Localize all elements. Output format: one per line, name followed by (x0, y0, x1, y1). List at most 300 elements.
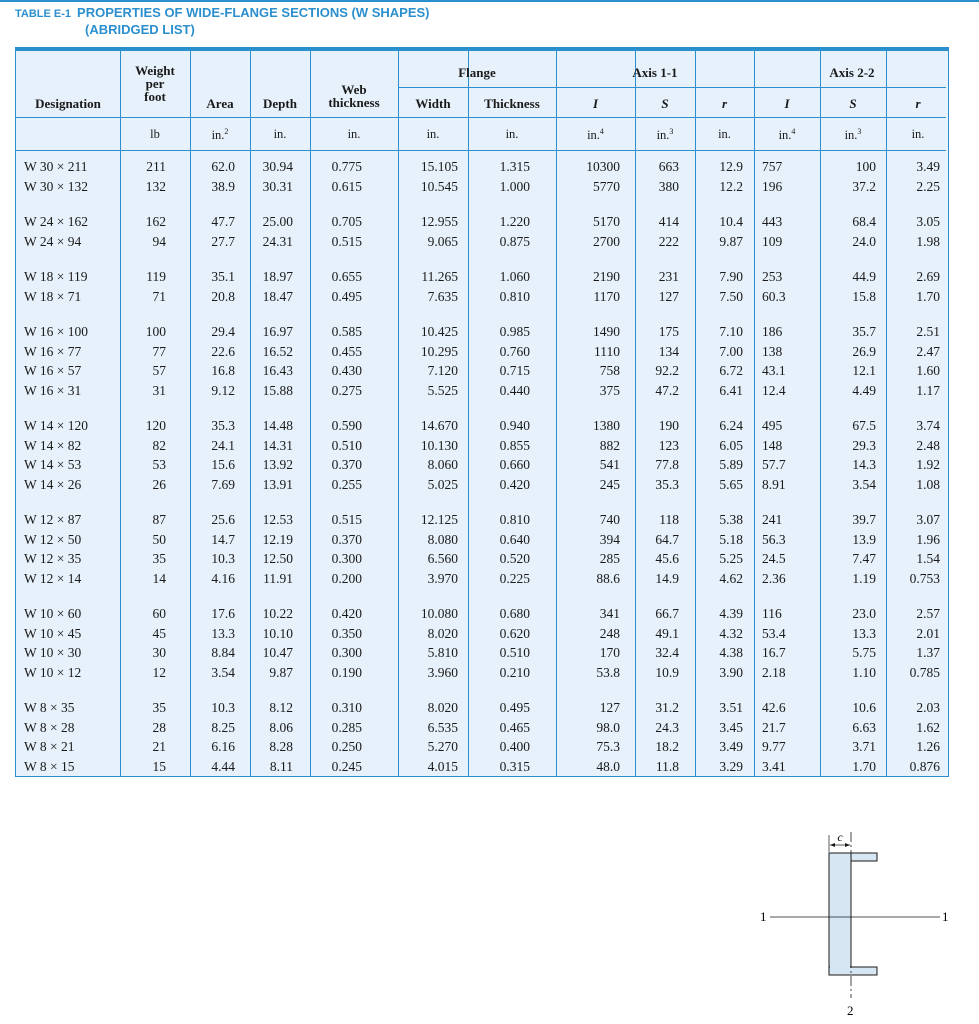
cell-axis2-I: 148 (762, 437, 783, 453)
cell-axis1-S: 118 (659, 512, 679, 527)
cell-weight: 21 (152, 739, 166, 754)
cell-depth: 10.22 (262, 606, 293, 621)
unit-I1-exp: 4 (599, 127, 604, 136)
cell-area: 6.16 (211, 739, 235, 754)
cell-flange-width: 8.060 (427, 457, 458, 472)
cell-designation: W 12 × 14 (24, 570, 82, 586)
cell-weight: 53 (152, 457, 166, 472)
cell-axis2-r: 2.57 (916, 606, 940, 621)
table-caption (15, 5, 430, 38)
cell-area: 10.3 (211, 700, 235, 715)
cell-web-thickness: 0.615 (331, 178, 362, 194)
cell-axis1-I: 5170 (593, 214, 620, 229)
cell-web-thickness: 0.775 (331, 159, 362, 174)
table-row (16, 436, 948, 456)
cell-flange-width: 14.670 (420, 418, 458, 433)
cell-flange-thickness: 0.940 (499, 418, 530, 433)
cell-axis2-S: 26.9 (852, 343, 876, 359)
table-row (16, 177, 948, 197)
cell-axis2-I: 56.3 (762, 531, 786, 547)
cell-designation: W 30 × 211 (24, 159, 88, 174)
cell-weight: 35 (152, 551, 166, 566)
cell-axis2-S: 7.47 (852, 551, 876, 566)
cell-axis1-S: 231 (658, 269, 679, 284)
cell-web-thickness: 0.275 (331, 382, 362, 398)
cell-flange-width: 5.810 (427, 645, 458, 660)
table-row (16, 232, 948, 252)
cell-axis2-r: 3.74 (916, 418, 940, 433)
unit-S2-exp: 3 (857, 127, 862, 136)
cell-area: 24.1 (211, 437, 235, 453)
cell-flange-thickness: 0.680 (499, 606, 530, 621)
cell-weight: 87 (152, 512, 166, 527)
cell-weight: 31 (152, 382, 166, 398)
header-flange: Flange (458, 65, 496, 80)
cell-axis1-r: 5.65 (719, 476, 743, 492)
cell-axis2-I: 24.5 (762, 551, 786, 566)
cell-axis2-I: 443 (762, 214, 783, 229)
cell-depth: 18.47 (262, 288, 293, 304)
cell-designation: W 16 × 77 (24, 343, 82, 359)
cell-axis2-I: 3.41 (762, 758, 786, 774)
cell-axis2-S: 100 (855, 159, 876, 174)
table-title-line2: (ABRIDGED LIST) (85, 22, 195, 37)
cell-flange-width: 10.295 (420, 343, 458, 359)
cell-axis1-I: 285 (599, 551, 620, 566)
cell-web-thickness: 0.515 (331, 512, 362, 527)
cell-depth: 12.50 (262, 551, 293, 566)
cell-axis2-r: 2.69 (916, 269, 940, 284)
cell-axis2-I: 186 (762, 324, 783, 339)
cell-axis1-I: 170 (599, 645, 620, 660)
cell-axis1-r: 3.51 (719, 700, 743, 715)
cell-designation: W 12 × 50 (24, 531, 82, 547)
cell-area: 4.16 (211, 570, 235, 586)
cell-flange-thickness: 0.620 (499, 625, 530, 641)
table-row (16, 530, 948, 550)
cell-weight: 132 (145, 178, 166, 194)
cell-weight: 119 (146, 269, 166, 284)
cell-axis1-r: 7.50 (719, 288, 743, 304)
cell-axis1-I: 127 (599, 700, 620, 715)
cell-flange-width: 7.120 (427, 363, 458, 378)
cell-depth: 16.52 (262, 343, 293, 359)
cell-web-thickness: 0.245 (331, 758, 362, 774)
cell-axis1-S: 31.2 (655, 700, 679, 715)
cell-axis2-I: 116 (762, 606, 782, 621)
cell-flange-thickness: 0.495 (499, 700, 530, 715)
header-depth: Depth (263, 96, 297, 111)
cell-designation: W 16 × 100 (24, 324, 88, 339)
cell-area: 7.69 (211, 476, 235, 492)
cell-area: 62.0 (211, 159, 235, 174)
cell-flange-thickness: 1.315 (499, 159, 530, 174)
table-row (16, 212, 948, 232)
cell-axis2-I: 9.77 (762, 739, 786, 754)
cell-axis1-S: 35.3 (655, 476, 679, 492)
cell-flange-thickness: 0.810 (499, 512, 530, 527)
table-row (16, 267, 948, 287)
cell-area: 25.6 (211, 512, 235, 527)
cell-axis1-S: 45.6 (655, 551, 679, 566)
header-axis2-S: S (849, 96, 857, 111)
cell-axis2-S: 5.75 (852, 645, 876, 660)
cell-axis1-S: 47.2 (655, 382, 679, 398)
cell-axis2-r: 1.54 (916, 551, 940, 566)
table-row (16, 455, 948, 475)
cell-designation: W 14 × 53 (24, 457, 82, 472)
cell-designation: W 14 × 120 (24, 418, 88, 433)
cell-depth: 14.48 (262, 418, 293, 433)
cell-area: 35.1 (211, 269, 235, 284)
cell-axis2-I: 43.1 (762, 363, 786, 378)
cell-axis2-S: 3.54 (852, 476, 876, 492)
cell-depth: 14.31 (262, 437, 293, 453)
cell-axis2-S: 35.7 (852, 324, 876, 339)
cell-axis1-I: 10300 (586, 159, 620, 174)
cell-flange-thickness: 0.855 (499, 437, 530, 453)
header-axis2-r: r (915, 96, 921, 111)
cell-axis1-r: 7.90 (719, 269, 743, 284)
header-area: Area (206, 96, 234, 111)
cell-axis2-I: 8.91 (762, 476, 786, 492)
cell-axis1-r: 12.2 (719, 178, 743, 194)
cell-web-thickness: 0.300 (331, 551, 362, 566)
header-weight-line1: Weight (135, 63, 175, 78)
cell-axis2-S: 24.0 (852, 233, 876, 249)
cell-depth: 16.97 (262, 324, 293, 339)
cell-area: 9.12 (211, 382, 235, 398)
cell-area: 8.84 (211, 645, 235, 660)
cell-flange-thickness: 0.510 (499, 645, 530, 660)
cell-axis1-I: 341 (599, 606, 620, 621)
cell-axis1-S: 380 (658, 178, 679, 194)
cell-designation: W 12 × 87 (24, 512, 82, 527)
cell-flange-width: 10.425 (420, 324, 458, 339)
header-web-line1: Web (341, 82, 367, 97)
cell-flange-thickness: 0.875 (499, 233, 530, 249)
header-weight (120, 64, 190, 103)
cell-axis2-r: 2.48 (916, 437, 940, 453)
cell-weight: 71 (152, 288, 166, 304)
cell-axis1-S: 92.2 (655, 363, 679, 378)
unit-S1 (635, 127, 695, 143)
cell-area: 16.8 (211, 363, 235, 378)
cell-axis1-I: 5770 (593, 178, 620, 194)
unit-web: in. (347, 127, 361, 141)
cell-axis1-I: 53.8 (596, 664, 620, 680)
cell-weight: 82 (152, 437, 166, 453)
cell-axis2-r: 1.96 (916, 531, 940, 547)
cell-flange-thickness: 0.760 (499, 343, 530, 359)
cell-weight: 94 (152, 233, 166, 249)
cell-web-thickness: 0.515 (331, 233, 362, 249)
cell-axis2-r: 0.785 (909, 664, 940, 680)
cell-axis2-r: 2.03 (916, 700, 940, 715)
cell-area: 22.6 (211, 343, 235, 359)
cell-flange-width: 8.020 (427, 700, 458, 715)
cell-depth: 13.92 (262, 457, 293, 472)
unit-I1-base: in. (587, 128, 600, 143)
cell-flange-width: 5.270 (427, 739, 458, 754)
cell-flange-width: 9.065 (427, 233, 458, 249)
cell-axis1-S: 663 (658, 159, 679, 174)
table-row (16, 287, 948, 307)
unit-area (190, 127, 250, 143)
cell-axis1-S: 32.4 (655, 645, 679, 660)
header-axis-1-1: Axis 1-1 (632, 65, 678, 80)
cell-web-thickness: 0.655 (331, 269, 362, 284)
unit-weight: lb (150, 127, 160, 141)
cell-web-thickness: 0.585 (331, 324, 362, 339)
table-row (16, 698, 948, 718)
cell-axis2-r: 1.98 (916, 233, 940, 249)
cell-depth: 16.43 (262, 363, 293, 378)
table-row (16, 416, 948, 436)
cell-axis2-I: 2.18 (762, 664, 786, 680)
cell-web-thickness: 0.370 (331, 457, 362, 472)
cell-flange-width: 8.020 (427, 625, 458, 641)
cell-axis2-S: 39.7 (852, 512, 876, 527)
cell-depth: 15.88 (262, 382, 293, 398)
cell-axis2-S: 3.71 (852, 739, 876, 754)
table-row (16, 157, 948, 177)
cell-depth: 11.91 (263, 570, 293, 586)
cell-depth: 9.87 (269, 664, 293, 680)
cell-axis2-r: 1.17 (916, 382, 940, 398)
unit-I2-exp: 4 (791, 127, 796, 136)
cell-axis1-r: 7.10 (719, 324, 743, 339)
cell-axis2-I: 138 (762, 343, 783, 359)
cell-axis2-I: 53.4 (762, 625, 786, 641)
cell-axis2-r: 3.07 (916, 512, 940, 527)
cell-axis1-S: 134 (658, 343, 679, 359)
unit-S1-base: in. (656, 128, 670, 143)
cell-flange-width: 11.265 (421, 269, 458, 284)
cell-axis2-S: 15.8 (852, 288, 876, 304)
table-row (16, 569, 948, 589)
cell-axis1-S: 24.3 (655, 719, 679, 735)
table-row (16, 549, 948, 569)
unit-area-base: in. (211, 128, 225, 143)
header-web-thickness (310, 83, 398, 109)
cell-flange-thickness: 0.400 (499, 739, 530, 754)
cell-area: 4.44 (211, 758, 235, 774)
cell-depth: 8.12 (269, 700, 293, 715)
cell-weight: 12 (152, 664, 166, 680)
cell-web-thickness: 0.300 (331, 645, 362, 660)
cell-depth: 8.11 (269, 758, 293, 774)
cell-flange-width: 3.960 (427, 664, 458, 680)
cell-flange-width: 10.130 (420, 437, 458, 453)
top-rule (0, 0, 979, 2)
cell-flange-thickness: 0.985 (499, 324, 530, 339)
cell-depth: 24.31 (262, 233, 293, 249)
cell-depth: 18.97 (262, 269, 293, 284)
cell-axis1-r: 6.41 (719, 382, 743, 398)
cell-axis1-S: 127 (658, 288, 679, 304)
cell-designation: W 14 × 26 (24, 476, 82, 492)
cell-weight: 15 (152, 758, 166, 774)
cell-area: 35.3 (211, 418, 235, 433)
table-row (16, 381, 948, 401)
cell-depth: 10.47 (262, 645, 293, 660)
cell-area: 47.7 (211, 214, 235, 229)
cell-axis2-S: 1.70 (852, 758, 876, 774)
cell-area: 20.8 (211, 288, 235, 304)
cell-web-thickness: 0.430 (331, 363, 362, 378)
cell-flange-thickness: 0.315 (499, 758, 530, 774)
cell-web-thickness: 0.495 (331, 288, 362, 304)
cell-axis1-I: 48.0 (596, 758, 620, 774)
cell-axis2-I: 2.36 (762, 570, 786, 586)
table-row (16, 510, 948, 530)
cell-axis2-I: 60.3 (762, 288, 786, 304)
cell-weight: 26 (152, 476, 166, 492)
cell-area: 17.6 (211, 606, 235, 621)
cell-axis2-I: 495 (762, 418, 783, 433)
cell-flange-width: 5.025 (427, 476, 458, 492)
cell-axis1-r: 5.18 (719, 531, 743, 547)
cell-weight: 77 (152, 343, 166, 359)
cell-axis1-I: 541 (599, 457, 620, 472)
cell-area: 27.7 (211, 233, 235, 249)
cell-axis2-I: 12.4 (762, 382, 786, 398)
cell-designation: W 24 × 94 (24, 233, 82, 249)
cell-web-thickness: 0.420 (331, 606, 362, 621)
cell-axis1-S: 64.7 (655, 531, 679, 547)
cell-web-thickness: 0.310 (331, 700, 362, 715)
cell-area: 3.54 (211, 664, 235, 680)
cell-axis2-S: 1.19 (852, 570, 876, 586)
cell-weight: 211 (146, 159, 166, 174)
table-row (16, 737, 948, 757)
cell-web-thickness: 0.370 (331, 531, 362, 547)
cell-flange-width: 10.080 (420, 606, 458, 621)
cell-flange-thickness: 0.225 (499, 570, 530, 586)
cell-designation: W 18 × 119 (24, 269, 88, 284)
table-row (16, 361, 948, 381)
c-arrow-left (830, 843, 835, 847)
unit-I2 (754, 127, 820, 143)
cell-axis1-r: 7.00 (719, 343, 743, 359)
cell-axis1-I: 1170 (593, 288, 620, 304)
cell-weight: 162 (145, 214, 166, 229)
cell-flange-width: 6.560 (427, 551, 458, 566)
cell-web-thickness: 0.590 (331, 418, 362, 433)
table-row (16, 757, 948, 777)
cell-weight: 50 (152, 531, 166, 547)
header-axis1-r: r (721, 96, 728, 111)
axis-2-bottom-label: 2 (847, 1003, 854, 1018)
cell-axis2-S: 14.3 (852, 457, 876, 472)
cell-axis1-r: 4.32 (719, 625, 743, 641)
cell-axis1-r: 4.38 (719, 645, 743, 660)
cell-axis2-r: 1.60 (916, 363, 940, 378)
table-row (16, 718, 948, 738)
cell-flange-width: 4.015 (427, 758, 458, 774)
cell-axis2-r: 1.08 (916, 476, 940, 492)
cell-designation: W 10 × 45 (24, 625, 82, 641)
table-row (16, 322, 948, 342)
cell-axis1-r: 3.29 (719, 758, 743, 774)
cell-flange-thickness: 0.440 (499, 382, 530, 398)
cell-axis2-I: 241 (762, 512, 783, 527)
cell-axis1-S: 190 (658, 418, 679, 433)
cell-flange-thickness: 0.210 (499, 664, 530, 680)
c-label: c (837, 830, 843, 844)
cell-depth: 25.00 (262, 214, 293, 229)
cell-axis1-I: 882 (599, 437, 620, 453)
cell-designation: W 14 × 82 (24, 437, 82, 453)
header-flange-thickness: Thickness (484, 96, 540, 111)
cell-axis1-I: 1490 (593, 324, 620, 339)
cell-designation: W 8 × 21 (24, 739, 75, 754)
web-fill (830, 854, 850, 974)
w-shape-figure (760, 830, 960, 1020)
cell-axis1-r: 6.24 (719, 418, 743, 433)
unit-I2-base: in. (778, 128, 792, 143)
cell-web-thickness: 0.190 (331, 664, 362, 680)
table-header (16, 51, 948, 151)
cell-axis1-r: 6.72 (719, 363, 743, 378)
cell-axis2-S: 6.63 (852, 719, 876, 735)
cell-web-thickness: 0.200 (331, 570, 362, 586)
cell-axis1-r: 12.9 (719, 159, 743, 174)
table-row (16, 475, 948, 495)
cell-axis1-S: 49.1 (655, 625, 679, 641)
cell-weight: 30 (152, 645, 166, 660)
cell-axis1-I: 1380 (593, 418, 620, 433)
cell-axis1-S: 10.9 (655, 664, 679, 680)
axis-1-right-label: 1 (942, 909, 949, 924)
cell-depth: 30.94 (262, 159, 293, 174)
cell-area: 10.3 (211, 551, 235, 566)
table-row (16, 624, 948, 644)
cell-axis1-S: 66.7 (655, 606, 679, 621)
cell-weight: 60 (152, 606, 166, 621)
cell-flange-thickness: 0.640 (499, 531, 530, 547)
cell-axis2-S: 67.5 (852, 418, 876, 433)
unit-S2 (820, 127, 886, 143)
unit-thickness: in. (505, 127, 519, 141)
cell-flange-width: 15.105 (420, 159, 458, 174)
cell-axis1-r: 4.62 (719, 570, 743, 586)
cell-axis2-S: 12.1 (852, 363, 876, 378)
cell-axis1-I: 2190 (593, 269, 620, 284)
cell-depth: 10.10 (262, 625, 293, 641)
cell-area: 13.3 (211, 625, 235, 641)
cell-web-thickness: 0.285 (331, 719, 362, 735)
cell-axis2-S: 1.10 (852, 664, 876, 680)
cell-flange-thickness: 0.420 (499, 476, 530, 492)
header-weight-line3: foot (144, 89, 166, 104)
cell-axis2-I: 57.7 (762, 457, 786, 472)
cell-axis2-r: 1.26 (916, 739, 940, 754)
cell-axis1-I: 375 (599, 382, 620, 398)
cell-web-thickness: 0.255 (331, 476, 362, 492)
cell-axis2-I: 757 (762, 159, 783, 174)
cell-flange-width: 10.545 (420, 178, 458, 194)
cell-axis2-I: 21.7 (762, 719, 786, 735)
cell-axis2-S: 44.9 (852, 269, 876, 284)
cell-flange-width: 12.955 (420, 214, 458, 229)
unit-width: in. (426, 127, 440, 141)
cell-designation: W 10 × 30 (24, 645, 82, 660)
cell-axis1-I: 88.6 (596, 570, 620, 586)
cell-web-thickness: 0.455 (331, 343, 362, 359)
cell-flange-width: 7.635 (427, 288, 458, 304)
